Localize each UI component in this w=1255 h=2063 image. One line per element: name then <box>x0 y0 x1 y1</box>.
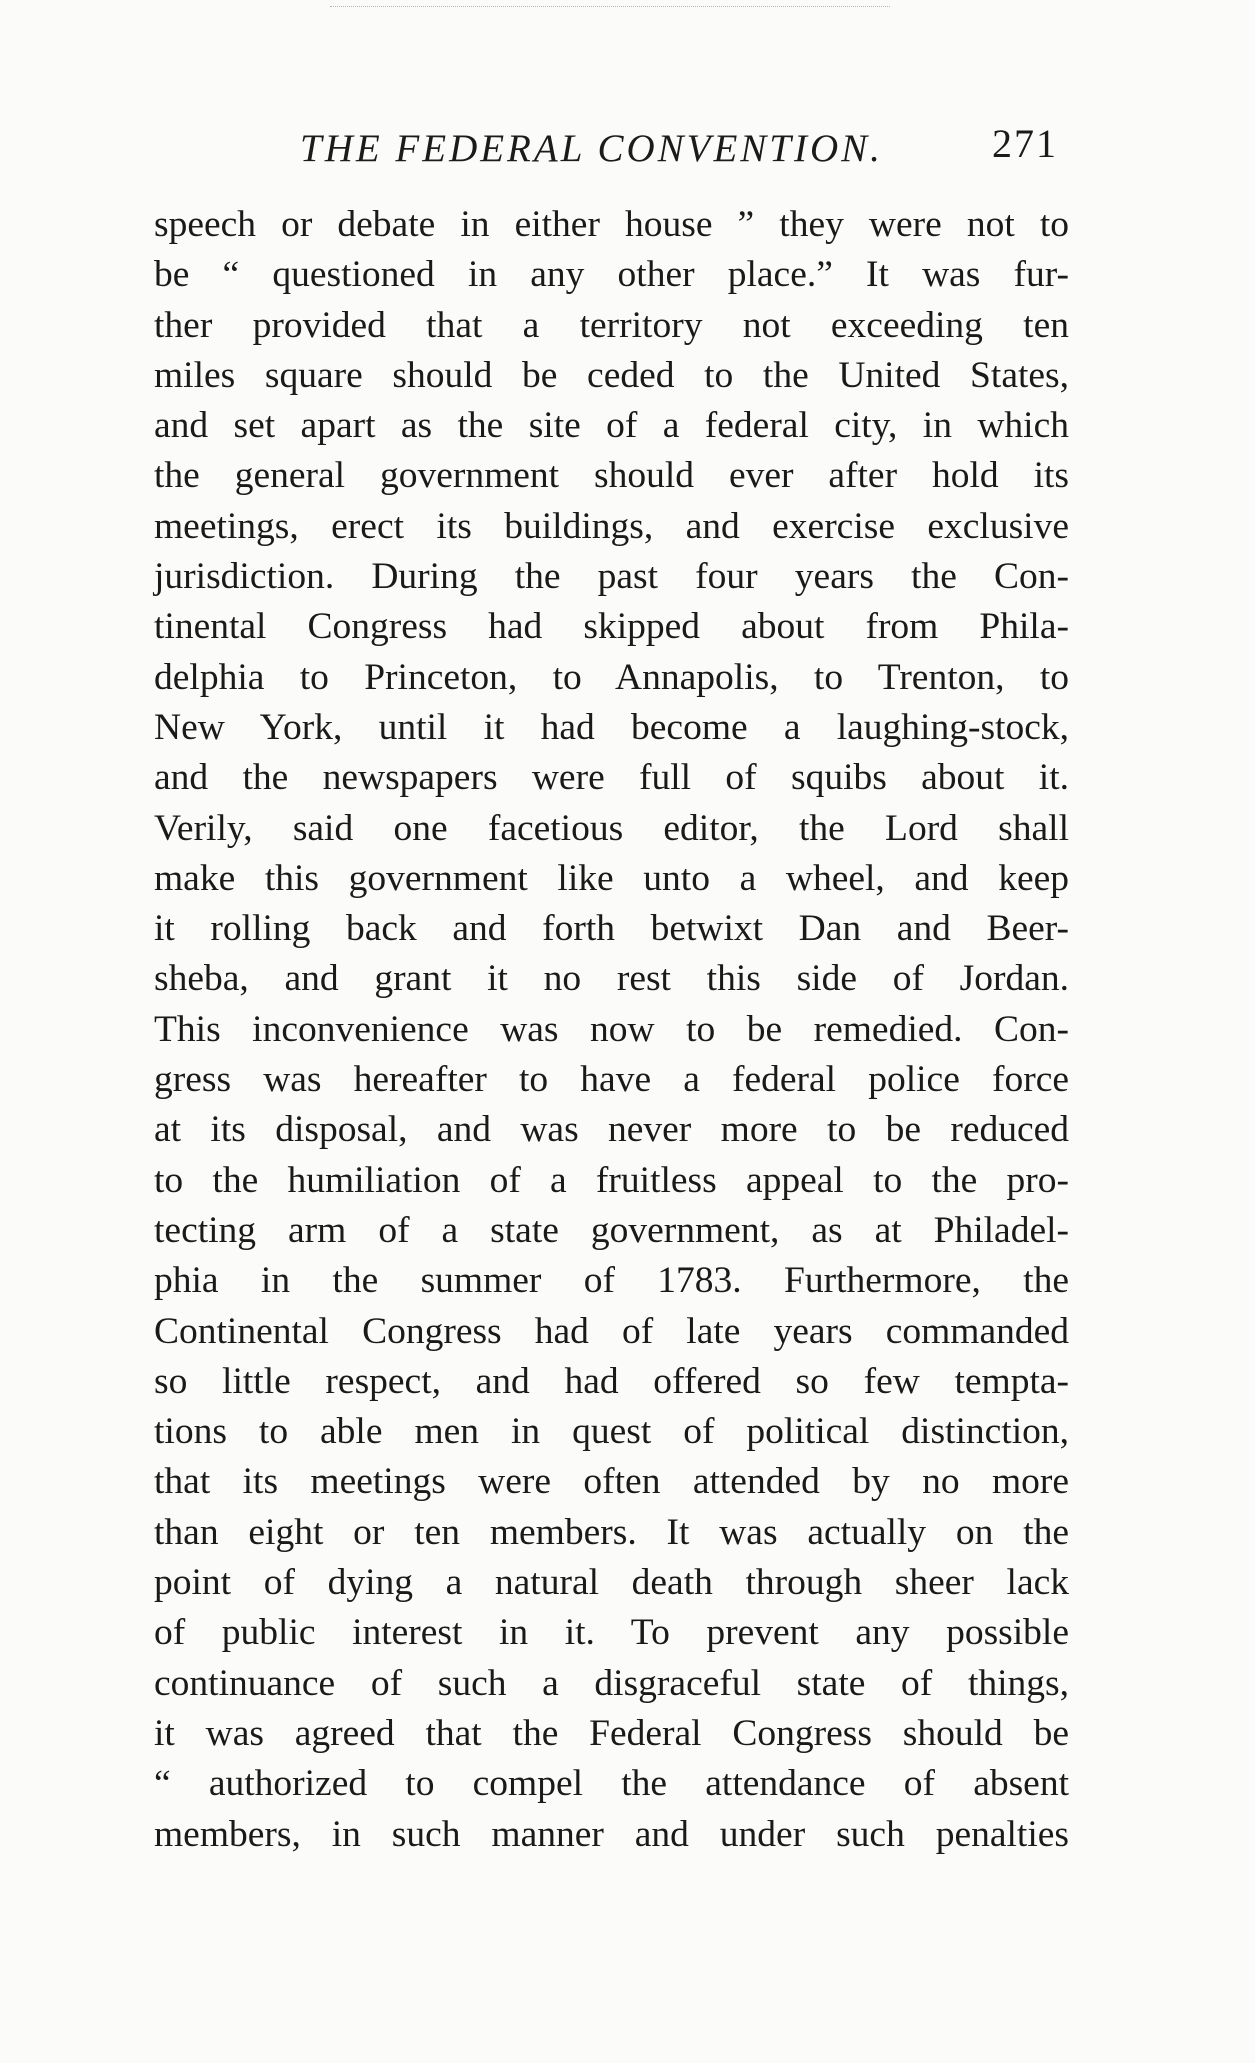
text-line: phia in the summer of 1783. Furthermore, the <box>154 1260 1069 1302</box>
text-line: Verily, said one facetious editor, the Lord shall <box>154 807 1069 849</box>
text-line: continuance of such a disgraceful state of things, <box>154 1662 1069 1704</box>
text-line: meetings, erect its buildings, and exercise exclusive <box>154 505 1069 547</box>
text-line: be “ questioned in any other place.” It was fur- <box>154 254 1069 296</box>
text-line: than eight or ten members. It was actually on the <box>154 1511 1069 1553</box>
text-line: tions to able men in quest of political distinction, <box>154 1411 1069 1453</box>
text-line: to the humiliation of a fruitless appeal to the pro- <box>154 1159 1069 1201</box>
text-line: it was agreed that the Federal Congress should be <box>154 1712 1069 1754</box>
text-line: at its disposal, and was never more to be reduced <box>154 1109 1069 1151</box>
text-line: “ authorized to compel the attendance of absent <box>154 1763 1069 1805</box>
text-line: tinental Congress had skipped about from Phila- <box>154 606 1069 648</box>
text-line: Continental Congress had of late years commanded <box>154 1310 1069 1352</box>
text-line: speech or debate in either house ” they were not to <box>154 204 1069 245</box>
text-line: ther provided that a territory not exceeding ten <box>154 304 1069 346</box>
page-number: 271 <box>992 121 1058 166</box>
text-line: sheba, and grant it no rest this side of Jordan. <box>154 958 1069 1000</box>
text-line: it rolling back and forth betwixt Dan and Beer- <box>154 908 1069 950</box>
text-line: the general government should ever after hold its <box>154 455 1069 497</box>
text-line: so little respect, and had offered so few tempta- <box>154 1360 1069 1402</box>
text-line: New York, until it had become a laughing-stock, <box>154 706 1069 748</box>
text-line: of public interest in it. To prevent any possible <box>154 1612 1069 1654</box>
body-text <box>154 200 1069 1860</box>
text-line: and the newspapers were full of squibs about it. <box>154 757 1069 799</box>
text-line: miles square should be ceded to the United States, <box>154 354 1069 396</box>
text-line: jurisdiction. During the past four years the Con- <box>154 556 1069 598</box>
text-line: make this government like unto a wheel, and keep <box>154 857 1069 899</box>
text-line: gress was hereafter to have a federal police force <box>154 1059 1069 1101</box>
text-line: and set apart as the site of a federal city, in which <box>154 405 1069 447</box>
text-line: delphia to Princeton, to Annapolis, to Trenton, to <box>154 656 1069 698</box>
text-line: tecting arm of a state government, as at Philadel- <box>154 1209 1069 1251</box>
text-line: point of dying a natural death through sheer lack <box>154 1562 1069 1604</box>
text-line: members, in such manner and under such penalties <box>154 1813 1069 1855</box>
text-line: that its meetings were often attended by no more <box>154 1461 1069 1503</box>
top-edge-rule <box>330 6 890 7</box>
text-line: This inconvenience was now to be remedied. Con- <box>154 1008 1069 1050</box>
running-head: THE FEDERAL CONVENTION. <box>300 127 883 170</box>
